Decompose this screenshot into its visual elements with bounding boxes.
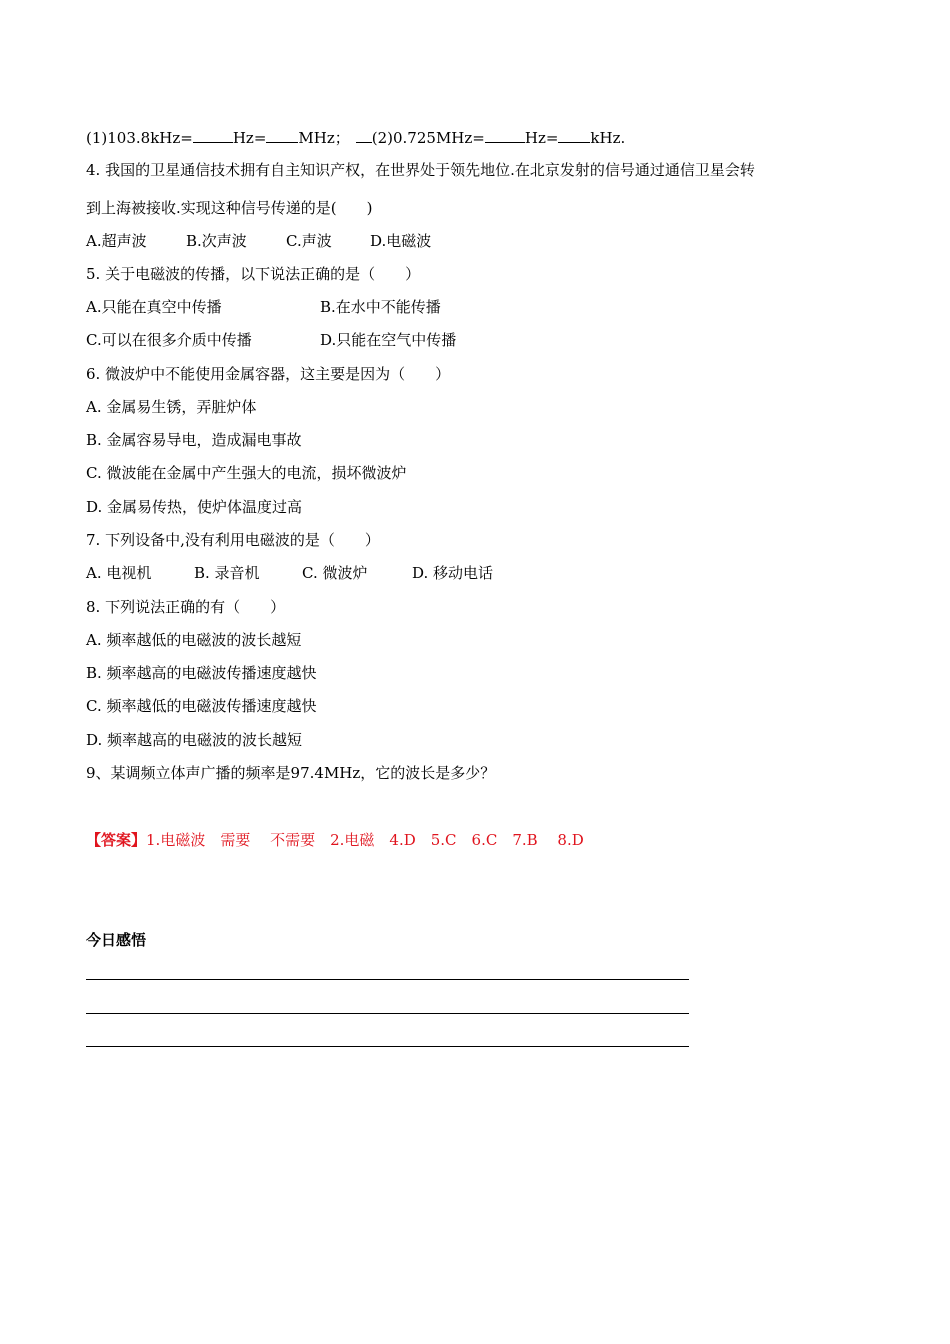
q8-option-c[interactable]: C. 频率越低的电磁波传播速度越快 xyxy=(86,697,317,715)
q4-stem-line1: 4. 我国的卫星通信技术拥有自主知识产权，在世界处于领先地位.在北京发射的信号通过通信卫星会转 xyxy=(86,161,755,179)
q5-option-b[interactable]: B.在水中不能传播 xyxy=(320,298,441,316)
q6-option-b[interactable]: B. 金属容易导电，造成漏电事故 xyxy=(86,431,302,449)
q3-conversion-line xyxy=(86,128,625,148)
q3-part2-hz: Hz= xyxy=(524,129,559,147)
reflection-line-1[interactable] xyxy=(86,979,689,980)
answer-text: 1.电磁波 需要 不需要 2.电磁 4.D 5.C 6.C 7.B 8.D xyxy=(146,831,584,849)
q8-option-d[interactable]: D. 频率越高的电磁波的波长越短 xyxy=(86,731,303,749)
q4-option-a[interactable]: A.超声波 xyxy=(86,232,147,250)
q3-part1-mhz: MHz； xyxy=(298,129,350,147)
q3-blank-4[interactable] xyxy=(558,128,590,143)
q7-option-a[interactable]: A. 电视机 xyxy=(86,564,152,582)
q5-options-row2 xyxy=(86,330,536,350)
q3-part2-khz: kHz. xyxy=(590,129,626,147)
q3-blank-3[interactable] xyxy=(485,128,525,143)
answer-tag: 【答案】 xyxy=(86,831,147,849)
q6-stem: 6. 微波炉中不能使用金属容器，这主要是因为（ ） xyxy=(86,365,451,383)
reflection-title: 今日感悟 xyxy=(86,931,147,949)
q8-option-b[interactable]: B. 频率越高的电磁波传播速度越快 xyxy=(86,664,317,682)
answer-key xyxy=(86,830,584,850)
q4-options xyxy=(86,231,486,251)
q5-options-row1 xyxy=(86,297,536,317)
q4-option-c[interactable]: C.声波 xyxy=(286,232,332,250)
q7-option-c[interactable]: C. 微波炉 xyxy=(302,564,368,582)
q6-option-c[interactable]: C. 微波能在金属中产生强大的电流，损坏微波炉 xyxy=(86,464,407,482)
q6-option-a[interactable]: A. 金属易生锈，弄脏炉体 xyxy=(86,398,257,416)
q9-stem: 9、某调频立体声广播的频率是97.4MHz，它的波长是多少？ xyxy=(86,764,496,782)
q7-option-d[interactable]: D. 移动电话 xyxy=(412,564,494,582)
q3-part2-prefix: (2)0.725MHz= xyxy=(371,129,485,147)
reflection-line-3[interactable] xyxy=(86,1046,689,1047)
q5-stem: 5. 关于电磁波的传播，以下说法正确的是（ ） xyxy=(86,265,421,283)
q7-options xyxy=(86,563,536,583)
reflection-line-2[interactable] xyxy=(86,1013,689,1014)
q4-option-b[interactable]: B.次声波 xyxy=(186,232,247,250)
q7-stem: 7. 下列设备中,没有利用电磁波的是（ ） xyxy=(86,531,380,549)
q4-option-d[interactable]: D.电磁波 xyxy=(370,232,432,250)
q7-option-b[interactable]: B. 录音机 xyxy=(194,564,260,582)
q4-stem-line2: 到上海被接收.实现这种信号传递的是( ) xyxy=(86,199,373,217)
q3-part1-hz: Hz= xyxy=(232,129,267,147)
q3-part1-prefix: (1)103.8kHz= xyxy=(86,129,193,147)
q3-blank-2[interactable] xyxy=(266,128,298,143)
q5-option-d[interactable]: D.只能在空气中传播 xyxy=(320,331,457,349)
q3-blank-1[interactable] xyxy=(193,128,233,143)
q6-option-d[interactable]: D. 金属易传热，使炉体温度过高 xyxy=(86,498,303,516)
q8-stem: 8. 下列说法正确的有（ ） xyxy=(86,598,286,616)
q8-option-a[interactable]: A. 频率越低的电磁波的波长越短 xyxy=(86,631,302,649)
q5-option-a[interactable]: A.只能在真空中传播 xyxy=(86,298,222,316)
q5-option-c[interactable]: C.可以在很多介质中传播 xyxy=(86,331,252,349)
q3-blank-spacer xyxy=(356,128,372,143)
